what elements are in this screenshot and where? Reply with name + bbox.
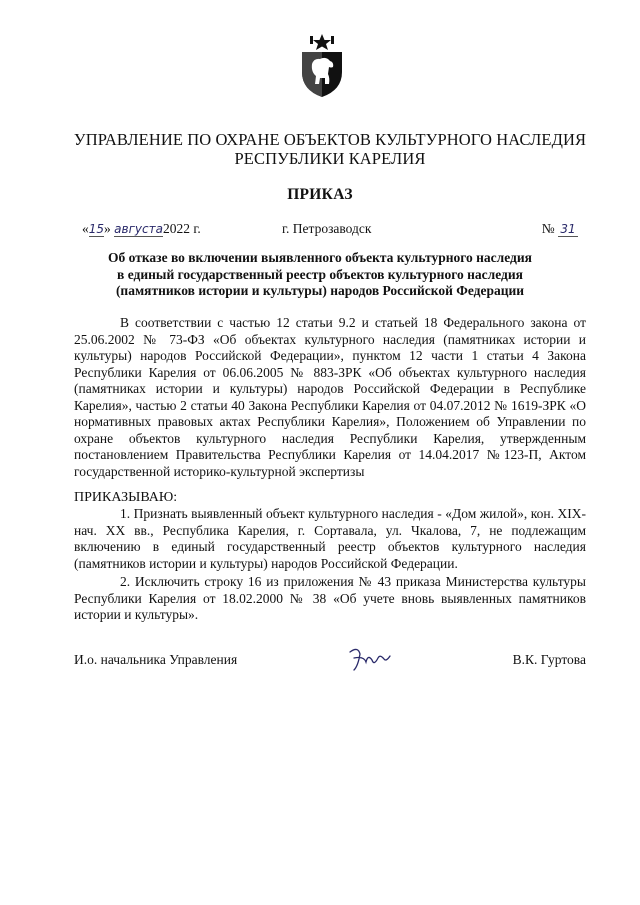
order-item-2: 2. Исключить строку 16 из приложения № 43 приказа Министерства культуры Республики Карелия от 18.02.2000 № 38 «Об учете вновь выявленных памятников истории и культуры». bbox=[74, 574, 586, 622]
signatory-name: В.К. Гуртова bbox=[512, 652, 586, 667]
subject-line1: Об отказе во включении выявленного объекта культурного наследия bbox=[108, 250, 532, 265]
document-subject bbox=[100, 250, 540, 300]
date-year: 2022 г. bbox=[162, 221, 201, 236]
subject-line2: в единый государственный реестр объектов культурного наследия bbox=[117, 266, 523, 282]
date-close-quote: » bbox=[104, 221, 111, 236]
organization-name-line2: РЕСПУБЛИКИ КАРЕЛИЯ bbox=[234, 149, 426, 168]
date-month: августа bbox=[114, 222, 163, 236]
document-city: г. Петрозаводск bbox=[282, 221, 372, 236]
handwritten-signature bbox=[344, 644, 394, 674]
subject-line3: (памятников истории и культуры) народов Российской Федерации bbox=[115, 283, 525, 298]
number-value: 31 bbox=[558, 222, 578, 237]
order-heading: ПРИКАЗЫВАЮ: bbox=[74, 490, 178, 505]
document-type: ПРИКАЗ bbox=[287, 186, 353, 203]
document-number bbox=[542, 221, 578, 237]
organization-name-line1: УПРАВЛЕНИЕ ПО ОХРАНЕ ОБЪЕКТОВ КУЛЬТУРНОГО НАСЛЕДИЯ bbox=[73, 130, 587, 149]
signature-block bbox=[74, 652, 586, 672]
organization-name bbox=[60, 130, 600, 168]
signatory-position: И.о. начальника Управления bbox=[74, 652, 238, 667]
document-date bbox=[82, 221, 201, 237]
karelia-coat-of-arms-icon bbox=[296, 34, 348, 98]
date-day: 15 bbox=[88, 222, 105, 236]
date-open-quote: « bbox=[82, 221, 89, 236]
order-item-1: 1. Признать выявленный объект культурного наследия - «Дом жилой», кон. XIX-нач. XX вв., Республика Карелия, г. Сортавала, ул. Чкалова, 7, не подлежащим включению в единый государственный реестр объектов культурного наследия (памятников истории и культуры) народов Российской Федерации. bbox=[74, 506, 586, 571]
number-label: № bbox=[541, 221, 555, 236]
preamble-paragraph: В соответствии с частью 12 статьи 9.2 и статьей 18 Федерального закона от 25.06.2002 № 73-ФЗ «Об объектах культурного наследия (памятниках истории и культуры) народов Российской Федерации», пунктом 12 части 1 статьи 4 Закона Республики Карелия от 06.06.2005 № 883-ЗРК «Об объектах культурного наследия (памятниках истории и культуры) народов Российской Федерации в Республике Карелия», частью 2 статьи 40 Закона Республики Карелия от 04.07.2012 № 1619-ЗРК «О нормативных правовых актах Республики Карелия», Положением об Управлении по охране объектов культурного наследия Республики Карелия, утвержденным постановлением Правительства Республики Карелия от 14.04.2017 №123-П, Актом государственной историко-культурной экспертизы bbox=[74, 315, 586, 479]
document-meta-row bbox=[72, 221, 588, 239]
